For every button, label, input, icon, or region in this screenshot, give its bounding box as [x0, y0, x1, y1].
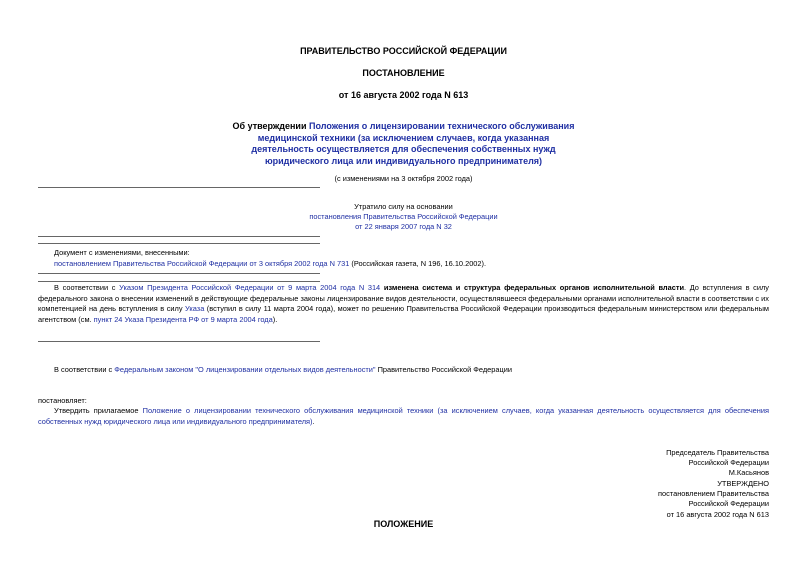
- org-heading: ПРАВИТЕЛЬСТВО РОССИЙСКОЙ ФЕДЕРАЦИИ: [300, 46, 507, 56]
- editorial-note: [38, 283, 769, 325]
- decree-link[interactable]: Указа: [185, 304, 205, 314]
- void-decree-date-link[interactable]: от 22 января 2007 года N 32: [355, 222, 452, 231]
- amendments-note: (с изменениями на 3 октября 2002 года): [334, 174, 473, 183]
- date-number-heading: от 16 августа 2002 года N 613: [338, 90, 469, 100]
- void-decree-link[interactable]: постановления Правительства Российской Федерации: [309, 212, 498, 221]
- divider: [38, 243, 320, 244]
- doc-type-heading: ПОСТАНОВЛЕНИЕ: [362, 68, 445, 78]
- divider: [38, 341, 320, 342]
- regulation-link[interactable]: Положение о лицензировании технического обслуживания медицинской техники (за исключением случаев, когда указанная деятельность осуществляется для обеспечения собственных нужд юридического лица или индивидуального предпринимателя): [38, 406, 769, 426]
- note-text: (вступил в силу 11 марта 2004 года), может по решению Правительства Российской Федерации производиться федеральным министерством или федеральным агентством (см.: [38, 304, 769, 324]
- item-text: Утвердить прилагаемое: [54, 406, 143, 415]
- document-title: [228, 121, 579, 167]
- approved-by: постановлением Правительства: [658, 489, 769, 499]
- changes-label: Документ с изменениями, внесенными:: [54, 248, 190, 257]
- note-text: . До вступления в силу федерального закона о внесении изменений в действующие федеральные законы лицензирование видов деятельности, осуществлявшееся федеральными органами исполнительной власти в соответствии с их компетенцией на день вступления в силу: [38, 283, 770, 314]
- signature-body: Российской Федерации: [688, 458, 769, 468]
- divider: [38, 187, 320, 188]
- signature-block: [666, 448, 769, 479]
- federal-law-link[interactable]: Федеральным законом "О лицензировании отдельных видов деятельности": [114, 365, 376, 374]
- preamble-text: В соответствии с: [54, 365, 115, 374]
- item-text: .: [312, 416, 315, 426]
- publication-source: (Российская газета, N 196, 16.10.2002).: [349, 259, 487, 268]
- preamble: [54, 365, 512, 375]
- approved-label: УТВЕРЖДЕНО: [717, 479, 769, 488]
- changes-line: [54, 259, 486, 269]
- amending-decree-link[interactable]: постановлением Правительства Российской Федерации от 3 октября 2002 года N 731: [54, 259, 350, 268]
- title-prefix: Об утверждении: [232, 121, 309, 131]
- note-text: В соответствии с: [54, 283, 120, 292]
- divider: [38, 236, 320, 237]
- approved-body: Российской Федерации: [688, 499, 769, 509]
- signature-position: Председатель Правительства: [666, 448, 769, 457]
- approved-date: от 16 августа 2002 года N 613: [666, 509, 769, 519]
- resolution-item: [38, 406, 769, 427]
- void-notice-link-line1: [0, 212, 807, 222]
- void-notice-link-line2: [0, 222, 807, 232]
- void-notice-line: Утратило силу на основании: [354, 202, 453, 211]
- note-text: ).: [272, 314, 278, 324]
- resolves-line: постановляет:: [38, 396, 87, 405]
- regulation-heading: ПОЛОЖЕНИЕ: [373, 519, 434, 529]
- signature-name: М.Касьянов: [728, 468, 769, 478]
- preamble-text: Правительство Российской Федерации: [375, 365, 512, 374]
- presidential-decree-link[interactable]: Указом Президента Российской Федерации от 9 марта 2004 года N 314: [119, 283, 381, 292]
- divider: [38, 273, 320, 274]
- title-regulation-link[interactable]: Положения о лицензировании технического обслуживания медицинской техники (за исключением случаев, когда указанная деятельность осуществляется для обеспечения собственных нужд юридического лица или индивидуального предпринимателя): [251, 121, 575, 166]
- divider: [38, 281, 320, 282]
- decree-clause-link[interactable]: пункт 24 Указа Президента РФ от 9 марта 2004 года: [93, 314, 273, 324]
- note-bold-text: изменена система и структура федеральных органов исполнительной власти: [380, 283, 684, 292]
- approval-block: [658, 479, 769, 520]
